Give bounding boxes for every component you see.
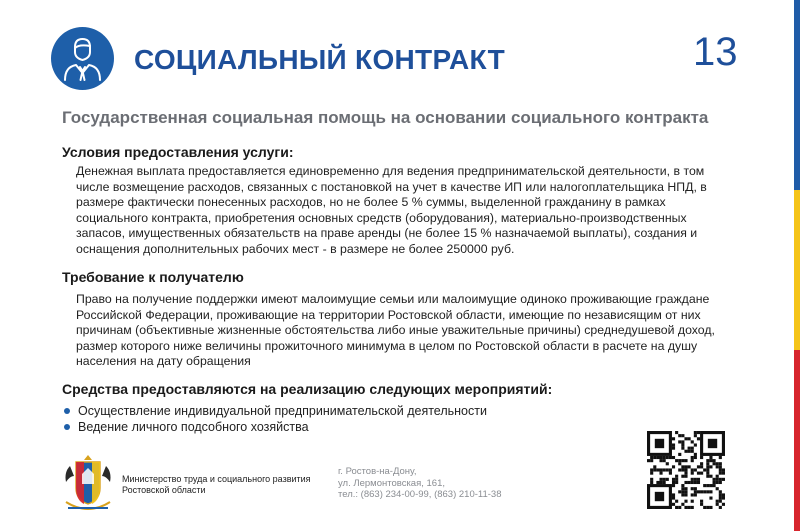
list-item [62,403,487,419]
address-line: г. Ростов-на-Дону, [338,466,417,477]
phone-line: тел.: (863) 234-00-99, (863) 210-11-38 [338,489,502,500]
flag-stripe-blue [794,0,800,190]
conditions-line: числе возмещение расходов, связанных с постановкой на учет в качестве ИП или налогоплательщика НПД, в [76,179,707,194]
page-number: 13 [693,30,738,74]
ministry-line: Министерство труда и социального развития [122,474,311,484]
conditions-line: запасов, имущественных обязательств на праве аренды (не более 15 % назначаемой выплаты), создания и [76,226,698,241]
conditions-line: оснащения дополнительных рабочих мест - в размере не более 250000 руб. [76,241,515,256]
list-item-text: Ведение личного подсобного хозяйства [78,420,309,434]
requirement-line: Российской Федерации, проживающие на территории Ростовской области, имеющие по независящим от них [76,307,701,322]
conditions-line: Денежная выплата предоставляется единовременно для ведения предпринимательской деятельности, в том [76,164,705,178]
requirement-heading: Требование к получателю [62,269,244,285]
conditions-line: размере фактически понесенных расходов, но не более 5 % суммы, выделенной гражданину в рамках [76,195,666,210]
requirement-line: населения на дату обращения [76,354,251,369]
ministry-line: Ростовской области [122,485,206,495]
coat-of-arms-icon [60,452,116,519]
requirement-text [76,292,716,370]
list-item-text: Осуществление индивидуальной предпринимательской деятельности [78,404,487,418]
person-in-suit-icon [51,27,114,90]
contact-address [338,466,502,501]
page-subtitle: Государственная социальная помощь на основании социального контракта [62,108,709,127]
requirement-line: Право на получение поддержки имеют малоимущие семьи или малоимущие одиноко проживающие граждане [76,292,710,306]
measures-list [62,403,487,435]
bullet-dot-icon [64,408,70,414]
bullet-dot-icon [64,424,70,430]
conditions-text [76,164,716,258]
measures-heading: Средства предоставляются на реализацию следующих мероприятий: [62,381,553,397]
address-line: ул. Лермонтовская, 161, [338,477,446,489]
page-title: СОЦИАЛЬНЫЙ КОНТРАКТ [134,44,505,75]
requirement-line: размер которого ниже величины прожиточного минимума в целом по Ростовской области в расчете на душу [76,338,698,353]
conditions-heading: Условия предоставления услуги: [62,144,294,160]
flag-stripe-yellow [794,190,800,350]
requirement-line: причинам (объективные жизненные обстоятельства либо иные уважительные причины) среднедушевой доход, [76,323,715,338]
ministry-name [122,474,322,496]
flag-stripe-red [794,350,800,531]
qr-code-icon [647,431,725,514]
list-item [62,419,487,435]
conditions-line: социального контракта, приобретения основных средств (оборудования), материально-производственных [76,210,687,225]
